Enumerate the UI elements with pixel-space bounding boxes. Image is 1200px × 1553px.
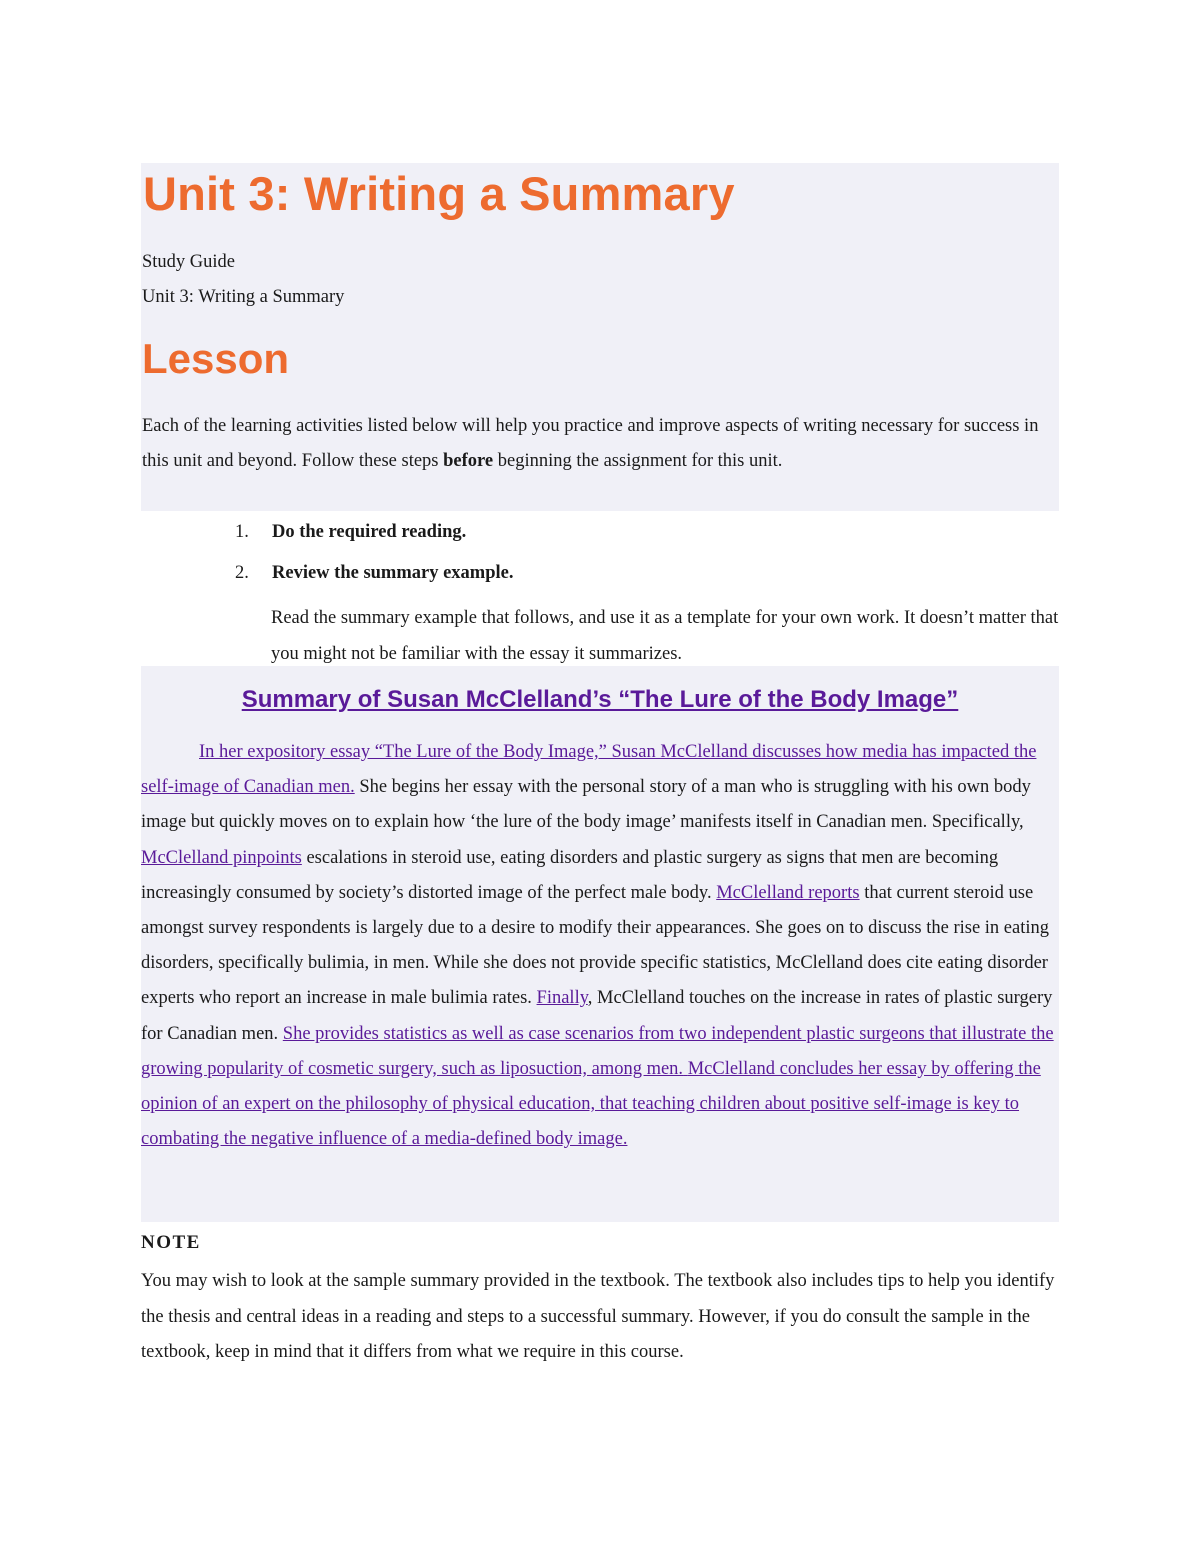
step-item [235,517,1055,558]
step-text: Do the required reading. [272,522,467,542]
subtitle-study-guide: Study Guide [142,252,236,272]
steps-list [235,517,1055,599]
intro-paragraph [142,409,1060,479]
step2-detail: Read the summary example that follows, and use it as a template for your own work. It doesn’t matter that you might not be familiar with the essay it summarizes. [271,608,1059,664]
summary-text: She begins her essay with the personal story of a man who is struggling with his own body image but quickly moves on to explain how ‘the lure of the body image’ manifests itself in Canadian men. Specifically, [141,777,1031,833]
intro-text-1: Each of the learning activities listed below will help you practice and improve aspects of writing necessary for success in this unit and beyond. Follow these steps [142,416,1039,472]
step-text: Review the summary example. [272,563,514,583]
intro-bold-before: before [443,451,494,472]
summary-text: , McClelland touches on the increase in rates of plastic surgery for Canadian men. [141,988,1053,1044]
summary-link-finally[interactable]: Finally [536,988,588,1009]
summary-title-link[interactable]: Summary of Susan McClelland’s “The Lure of the Body Image” [241,686,959,713]
summary-text: escalations in steroid use, eating disorders and plastic surgery as signs that men are becoming increasingly consumed by society’s distorted image of the perfect male body. [141,847,999,903]
step-number: 2. [235,563,249,583]
summary-text: that current steroid use amongst survey respondents is largely due to a desire to modify their appearances. She goes on to discuss the rise in eating disorders, specifically bulimia, in men. While she does not provide specific statistics, McClelland does cite eating disorder experts who report an increase in male bulimia rates. [141,882,1049,1009]
summary-link-pinpoints[interactable]: McClelland pinpoints [141,847,302,868]
lesson-heading: Lesson [142,335,290,382]
summary-link-reports[interactable]: McClelland reports [716,882,860,903]
note-paragraph: You may wish to look at the sample summary provided in the textbook. The textbook also includes tips to help you identify the thesis and central ideas in a reading and steps to a successful summary. However, if you do consult the sample in the textbook, keep in mind that it differs from what we require in this course. [141,1271,1055,1362]
subtitle-unit: Unit 3: Writing a Summary [142,287,345,307]
summary-link-statistics[interactable]: She provides statistics as well as case scenarios from two independent plastic surgeons that illustrate the growing popularity of cosmetic surgery, such as liposuction, among men. [141,1023,1054,1079]
intro-text-2: beginning the assignment for this unit. [493,451,783,472]
summary-thesis-link[interactable]: In her expository essay “The Lure of the Body Image,” Susan McClelland discusses how media has impacted the self-image of Canadian men. [141,742,1037,798]
summary-paragraph [141,735,1059,1157]
note-heading: NOTE [141,1232,201,1253]
step-item [235,558,1055,599]
page-title: Unit 3: Writing a Summary [143,167,735,220]
step-number: 1. [235,522,249,542]
summary-link-conclusion[interactable]: McClelland concludes her essay by offering the opinion of an expert on the philosophy of physical education, that teaching children about positive self-image is key to combating the negative influence of a media-defined body image. [141,1058,1041,1150]
